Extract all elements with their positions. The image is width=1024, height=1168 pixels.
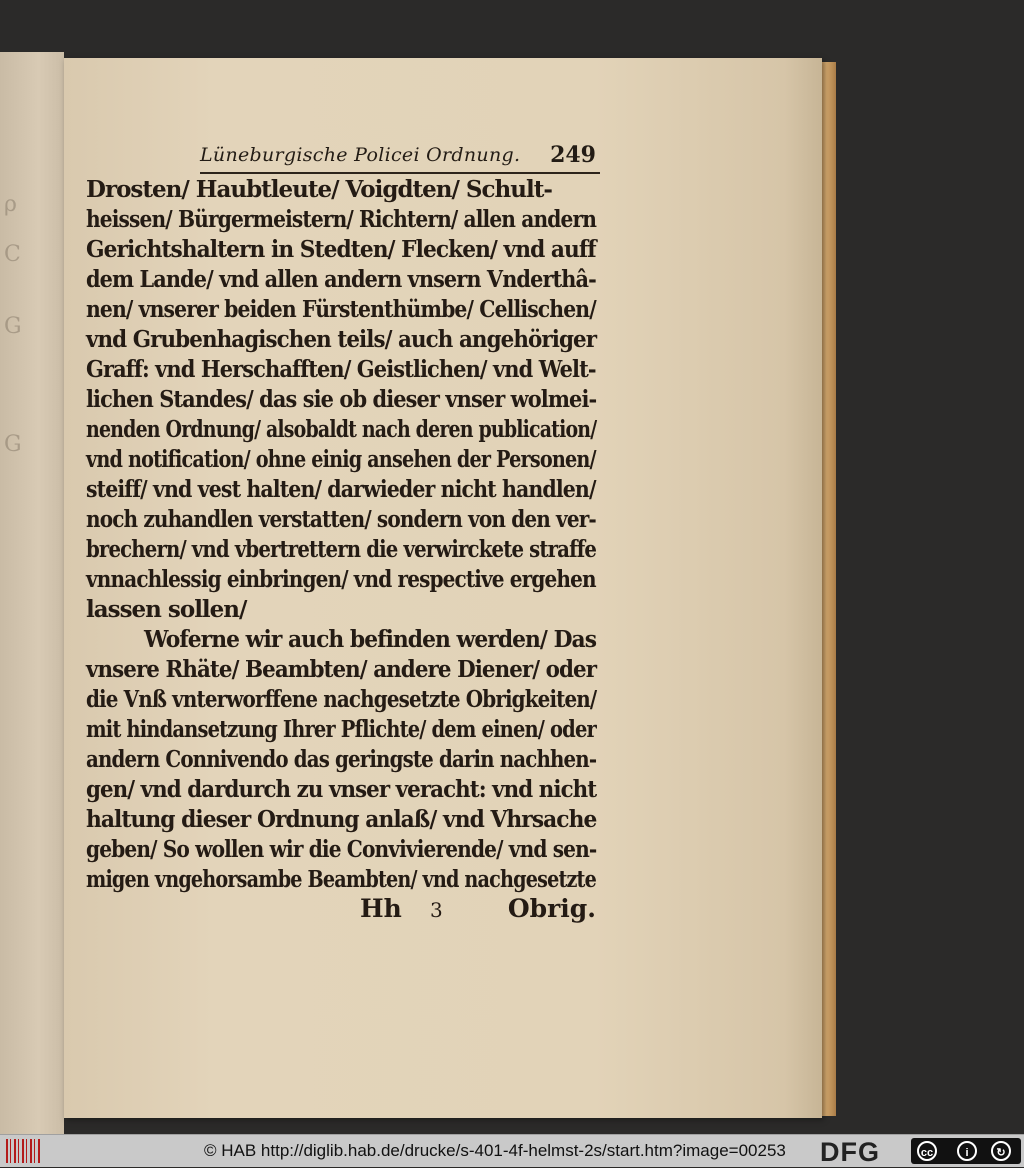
text-line: geben/ So wollen wir die Convivierende/ vnd sen-	[86, 836, 597, 863]
sa-icon: ↻	[991, 1141, 1011, 1161]
text-line: vnsere Rhäte/ Beambten/ andere Diener/ oder	[86, 656, 597, 683]
running-head-title: Lüneburgische Policei Ordnung.	[200, 144, 521, 166]
signature-mark: Hh	[360, 894, 402, 923]
text-line: lichen Standes/ das sie ob dieser vnser wolmei-	[86, 386, 597, 413]
copyright-link[interactable]: © HAB http://diglib.hab.de/drucke/s-401-4f-helmst-2s/start.htm?image=00253	[204, 1141, 786, 1160]
text-line: dem Lande/ vnd allen andern vnsern Vnderthâ-	[86, 266, 596, 293]
text-line: lassen sollen/	[86, 596, 247, 623]
signature-number: 3	[430, 898, 443, 922]
text-line: vnd Grubenhagischen teils/ auch angehöriger	[86, 326, 597, 353]
bleed-through-text: C	[4, 242, 21, 267]
text-line: Gerichtshaltern in Stedten/ Flecken/ vnd auff	[86, 236, 596, 263]
catchword: Obrig.	[507, 894, 596, 923]
bleed-through-text: G	[4, 432, 22, 457]
barcode-icon	[6, 1139, 42, 1163]
text-line: vnnachlessig einbringen/ vnd respective ergehen	[86, 566, 596, 593]
text-line: steiff/ vnd vest halten/ darwieder nicht handlen/	[86, 476, 596, 503]
by-icon: i	[957, 1141, 977, 1161]
text-line: heissen/ Bürgermeistern/ Richtern/ allen andern	[86, 206, 597, 233]
text-line: nen/ vnserer beiden Fürstenthümbe/ Cellischen/	[86, 296, 596, 323]
page-number: 249	[550, 142, 596, 168]
text-line: Woferne wir auch befinden werden/ Das	[144, 626, 597, 653]
text-line: noch zuhandlen verstatten/ sondern von den ver-	[86, 506, 596, 533]
text-line: migen vngehorsambe Beambten/ vnd nachgesetzte	[86, 866, 596, 893]
viewer-footer	[0, 1134, 1024, 1167]
cc-license-badge[interactable]	[911, 1138, 1021, 1164]
text-line: die Vnß vnterworffene nachgesetzte Obrigkeiten/	[86, 686, 597, 713]
running-head	[200, 142, 600, 174]
page-fore-edge	[820, 62, 836, 1116]
bleed-through-text: ρ	[4, 192, 17, 217]
text-line: nenden Ordnung/ alsobaldt nach deren publication/	[86, 416, 597, 443]
text-line: Drosten/ Haubtleute/ Voigdten/ Schult-	[86, 176, 552, 203]
facing-page-edge	[0, 52, 64, 1134]
cc-icon: cc	[917, 1141, 937, 1161]
dfg-logo[interactable]: DFG	[820, 1137, 880, 1167]
text-line: mit hindansetzung Ihrer Pflichte/ dem einen/ oder	[86, 716, 596, 743]
text-line: haltung dieser Ordnung anlaß/ vnd Vhrsache	[86, 806, 597, 833]
text-line: Graff: vnd Herschafften/ Geistlichen/ vnd Welt-	[86, 356, 596, 383]
text-line: gen/ vnd dardurch zu vnser veracht: vnd nicht	[86, 776, 597, 803]
text-line: brechern/ vnd vbertrettern die verwirckete straffe	[86, 536, 596, 563]
bleed-through-text: G	[4, 314, 22, 339]
text-line: andern Connivendo das geringste darin nachhen-	[86, 746, 597, 773]
text-line: vnd notification/ ohne einig ansehen der Personen/	[86, 446, 596, 473]
signature-line	[360, 894, 596, 926]
